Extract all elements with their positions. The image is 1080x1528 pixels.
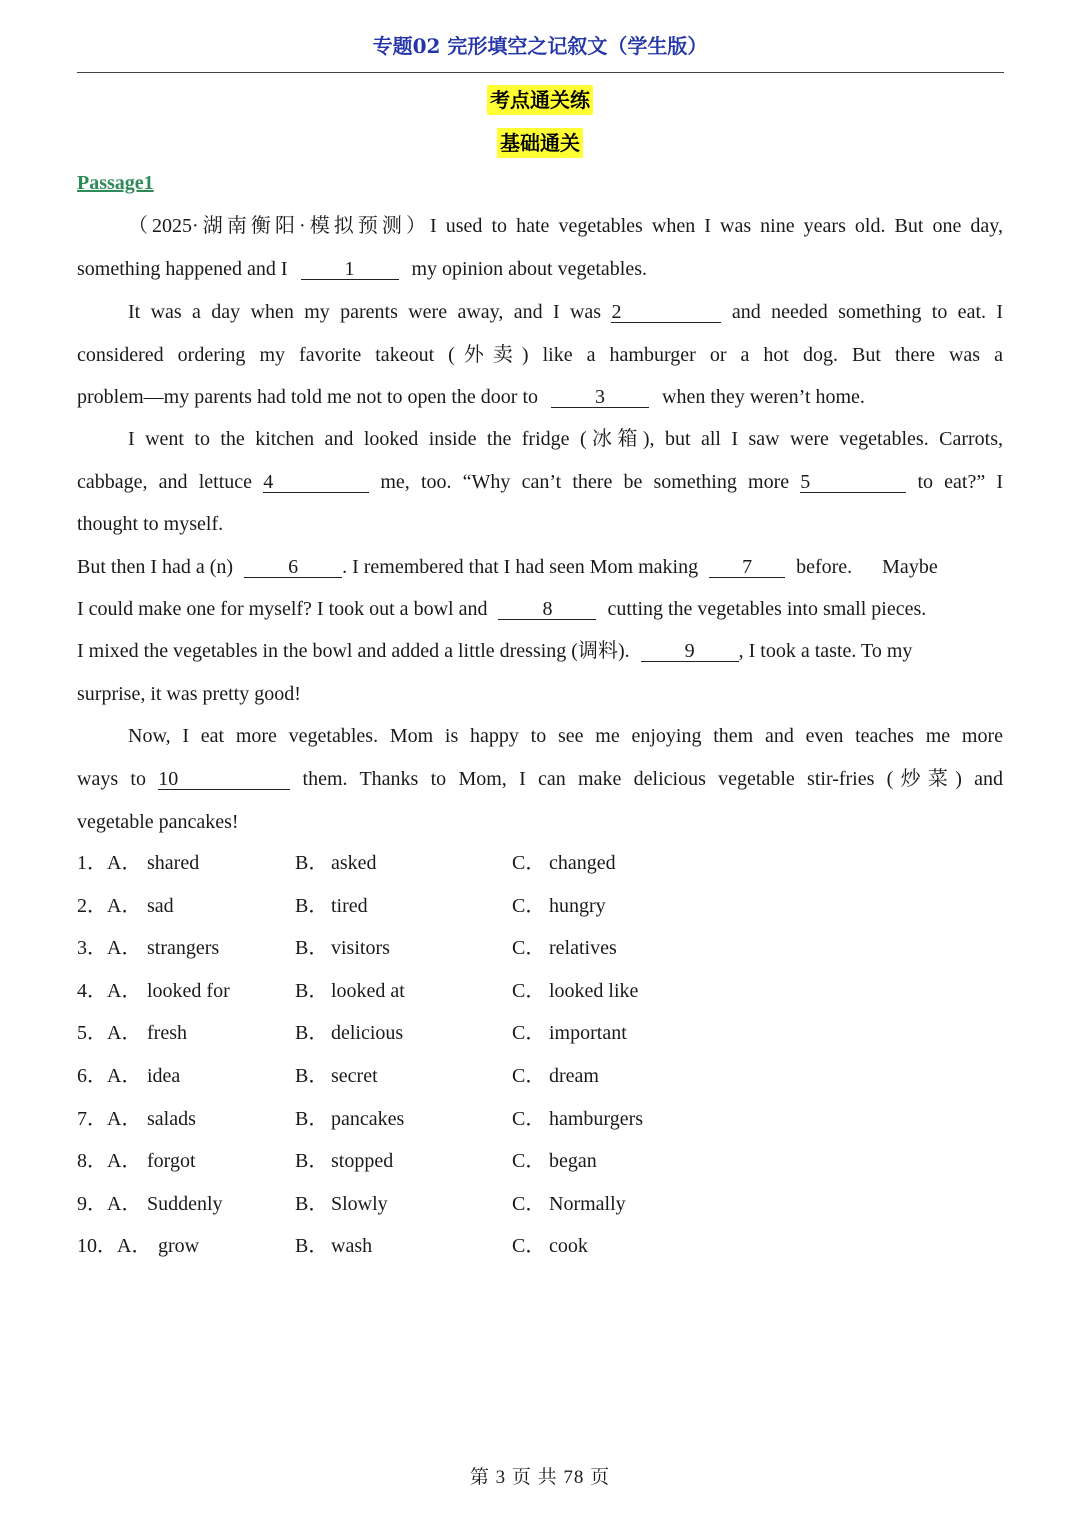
line-text: when they weren’t home. (662, 386, 865, 408)
badge-label: 基础通关 (497, 128, 583, 158)
passage-line (77, 300, 1003, 324)
line-text: them. Thanks to Mom, I can make delicious vegetable stir-fries (炒菜) and (302, 768, 1004, 790)
question-number: 4．A． (77, 979, 142, 1002)
option-c[interactable]: looked like (549, 979, 639, 1002)
passage-line (77, 555, 1003, 579)
line-text: my opinion about vegetables. (411, 258, 648, 280)
passage-line (77, 512, 1003, 536)
question-number: 10．A． (77, 1235, 152, 1258)
answer-blank[interactable]: 2 (611, 302, 721, 323)
option-c-label: C． (512, 1022, 546, 1045)
option-a[interactable]: idea (147, 1065, 181, 1087)
option-c-label: C． (512, 1192, 546, 1215)
option-c[interactable]: hungry (549, 894, 606, 917)
option-b[interactable]: looked at (331, 979, 405, 1002)
answer-blank[interactable]: 8 (498, 599, 596, 620)
answer-blank[interactable]: 5 (800, 472, 906, 493)
option-c[interactable]: cook (549, 1235, 588, 1258)
option-a[interactable]: fresh (147, 1022, 187, 1045)
question-number: 7．A． (77, 1107, 142, 1130)
question-number: 3．A． (77, 937, 142, 960)
line-text: to eat?” I (917, 471, 1004, 493)
option-c-label: C． (512, 979, 546, 1002)
question-number: 6．A． (77, 1065, 142, 1087)
answer-blank[interactable]: 9 (641, 641, 739, 662)
line-text: before. Maybe (796, 556, 938, 578)
passage-line (77, 767, 1003, 791)
passage-title: Passage1 (77, 172, 154, 194)
line-text: thought to myself. (77, 513, 224, 535)
question-number: 5．A． (77, 1022, 142, 1045)
option-c[interactable]: hamburgers (549, 1107, 644, 1130)
option-b-label: B． (295, 894, 329, 917)
option-b[interactable]: stopped (331, 1150, 394, 1173)
line-text: surprise, it was pretty good! (77, 683, 301, 705)
option-b-label: B． (295, 1235, 329, 1258)
line-text: I mixed the vegetables in the bowl and added a little dressing (调料). (77, 640, 630, 662)
line-text: me, too. “Why can’t there be something more (380, 471, 790, 493)
line-text: something happened and I (77, 258, 288, 280)
option-a[interactable]: looked for (147, 979, 230, 1002)
option-c-label: C． (512, 894, 546, 917)
question-number: 8．A． (77, 1150, 142, 1173)
option-b[interactable]: wash (331, 1235, 373, 1258)
line-text: , I took a taste. To my (738, 640, 913, 662)
answer-blank[interactable]: 4 (263, 472, 369, 493)
line-text: problem—my parents had told me not to open the door to (77, 386, 539, 408)
passage-line (77, 470, 1003, 494)
question-number: 2．A． (77, 894, 142, 917)
option-c-label: C． (512, 1107, 546, 1130)
line-text: ways to (77, 768, 146, 790)
option-a[interactable]: Suddenly (147, 1192, 223, 1215)
badge-label: 考点通关练 (487, 85, 593, 115)
line-text: I went to the kitchen and looked inside the fridge (冰箱), but all I saw were vegetables. Carrots, (128, 428, 1003, 450)
line-text: . I remembered that I had seen Mom making (342, 556, 699, 578)
line-text: vegetable pancakes! (77, 811, 239, 833)
line-text: considered ordering my favorite takeout (外卖) like a hamburger or a hot dog. But there was a (77, 344, 1003, 366)
option-b[interactable]: asked (331, 852, 377, 874)
passage-line (77, 639, 1003, 663)
answer-blank[interactable]: 6 (244, 557, 342, 578)
option-b-label: B． (295, 1150, 329, 1173)
option-b[interactable]: pancakes (331, 1107, 405, 1130)
option-b[interactable]: visitors (331, 937, 390, 960)
question-number: 9．A． (77, 1192, 142, 1215)
question-number: 1．A． (77, 852, 142, 874)
answer-blank[interactable]: 1 (301, 259, 399, 280)
line-text: and needed something to eat. I (731, 301, 1004, 323)
section-badge-practice (0, 84, 1080, 113)
option-a[interactable]: salads (147, 1107, 196, 1130)
line-text: （2025·湖南衡阳·模拟预测）I used to hate vegetables when I was nine years old. But one day, (128, 215, 1003, 237)
option-b[interactable]: delicious (331, 1022, 404, 1045)
option-b-label: B． (295, 1192, 329, 1215)
option-c[interactable]: changed (549, 852, 616, 874)
option-b[interactable]: Slowly (331, 1192, 388, 1215)
option-a[interactable]: strangers (147, 937, 220, 960)
option-c[interactable]: dream (549, 1065, 599, 1087)
option-c-label: C． (512, 1150, 546, 1173)
header-divider (77, 72, 1004, 73)
option-b-label: B． (295, 1107, 329, 1130)
passage-line (77, 214, 1003, 238)
option-a[interactable]: forgot (147, 1150, 196, 1173)
line-text: Now, I eat more vegetables. Mom is happy to see me enjoying them and even teaches me more (128, 725, 1003, 747)
line-text: cutting the vegetables into small pieces. (607, 598, 927, 620)
answer-blank[interactable]: 10 (158, 769, 290, 790)
document-header-title: 专题02 完形填空之记叙文（学生版） (372, 34, 708, 58)
option-c[interactable]: Normally (549, 1192, 626, 1215)
passage-line (77, 343, 1003, 367)
section-badge-basic (0, 127, 1080, 156)
passage-line (77, 810, 1003, 834)
line-text: I could make one for myself? I took out a bowl and (77, 598, 488, 620)
line-text: cabbage, and lettuce (77, 471, 253, 493)
option-a[interactable]: sad (147, 894, 174, 917)
passage-line (77, 724, 1003, 748)
passage-line (77, 597, 1003, 621)
option-b-label: B． (295, 1065, 329, 1087)
option-c[interactable]: began (549, 1150, 597, 1173)
passage-line (77, 427, 1003, 451)
option-c-label: C． (512, 852, 546, 874)
option-b[interactable]: secret (331, 1065, 378, 1087)
option-b-label: B． (295, 937, 329, 960)
option-b-label: B． (295, 979, 329, 1002)
page-number: 第 3 页 共 78 页 (469, 1467, 611, 1488)
option-c-label: C． (512, 1235, 546, 1258)
line-text: But then I had a (n) (77, 556, 234, 578)
option-b-label: B． (295, 1022, 329, 1045)
answer-blank[interactable]: 7 (709, 557, 785, 578)
option-a[interactable]: shared (147, 852, 200, 874)
option-b[interactable]: tired (331, 894, 368, 917)
option-c-label: C． (512, 937, 546, 960)
answer-blank[interactable]: 3 (551, 387, 649, 408)
passage-line (77, 385, 1003, 409)
option-c[interactable]: relatives (549, 937, 617, 960)
option-c[interactable]: important (549, 1022, 627, 1045)
passage-line (77, 682, 1003, 706)
option-c-label: C． (512, 1065, 546, 1087)
option-a[interactable]: grow (158, 1235, 200, 1258)
option-b-label: B． (295, 852, 329, 874)
line-text: It was a day when my parents were away, and I was (128, 301, 602, 323)
passage-line (77, 257, 1003, 281)
